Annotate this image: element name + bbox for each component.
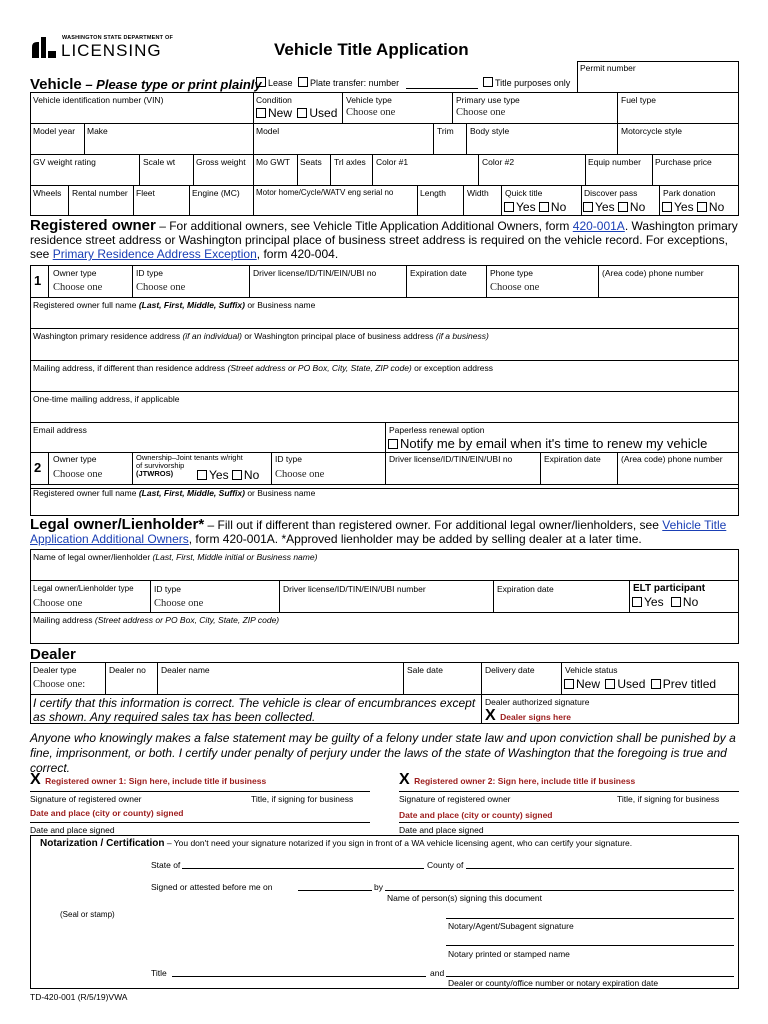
vehicle-row-divider-3: [30, 185, 739, 186]
owner-2-date-line: [399, 822, 739, 823]
dealer-certify-text: I certify that this information is correct. The vehicle is clear of encumbrances except as shown. Any required sales tax has been collected.: [33, 696, 476, 724]
model-year-label: Model year: [33, 126, 76, 136]
vdiv: [271, 452, 272, 484]
owner-1-signature-field[interactable]: [30, 771, 266, 789]
additional-owners-link[interactable]: Vehicle Title Application Additional Owners: [30, 518, 727, 546]
legal-mailing-label: [33, 615, 279, 625]
label-part: Registered owner full name: [33, 488, 139, 498]
vdiv: [561, 662, 562, 694]
owner-row-divider: [30, 297, 739, 298]
owner-1-title-label: Title, if signing for business: [251, 794, 354, 804]
vehicle-status-label: Vehicle status: [565, 665, 618, 675]
vehicle-subheading: – Please type or print plainly: [81, 77, 262, 92]
owner-2-type-label: Owner type: [53, 454, 97, 464]
length-label: Length: [420, 188, 446, 198]
vdiv: [738, 484, 739, 515]
vdiv: [132, 265, 133, 297]
owner-1-signature-line: [30, 791, 370, 792]
quick-title-yes-checkbox[interactable]: [504, 202, 514, 212]
label-part: Mailing address, if different than residence address: [33, 363, 228, 373]
email-address-label: Email address: [33, 425, 87, 435]
park-donation-checkboxes[interactable]: [662, 200, 724, 214]
delivery-date-label: Delivery date: [485, 665, 535, 675]
vdiv: [417, 185, 418, 216]
area-code-phone-label: (Area code) phone number: [602, 268, 704, 278]
vdiv: [297, 154, 298, 185]
vdiv: [132, 452, 133, 484]
seal-stamp-label: (Seal or stamp): [60, 910, 115, 919]
notarization-box: [30, 835, 739, 989]
label-part: Name of legal owner/lienholder: [33, 552, 153, 562]
legal-owner-intro: [30, 518, 742, 546]
notary-name-label: Notary printed or stamped name: [448, 949, 570, 959]
legal-intro-text-2: , form 420-001A. *Approved lienholder may be added by selling dealer at a later time.: [188, 532, 642, 546]
and-label: and: [430, 968, 445, 978]
motorcycle-style-label: Motorcycle style: [621, 126, 682, 136]
vdiv: [466, 123, 467, 154]
lease-label: Lease: [268, 78, 293, 88]
purchase-price-label: Purchase price: [655, 157, 712, 167]
paperless-label: Paperless renewal option: [389, 425, 485, 435]
expiration-date-label: Expiration date: [410, 268, 467, 278]
width-label: Width: [467, 188, 489, 198]
notary-title-line[interactable]: [172, 976, 426, 977]
mo-gwt-label: Mo GWT: [256, 157, 290, 167]
lienholder-type-select[interactable]: Choose one: [33, 598, 83, 609]
condition-used-checkbox[interactable]: [297, 108, 307, 118]
elt-participant-label: ELT participant: [633, 583, 706, 594]
vdiv: [540, 452, 541, 484]
legal-row-divider: [30, 612, 739, 613]
yes-label: Yes: [595, 200, 615, 214]
vdiv: [452, 92, 453, 123]
motor-home-label: Motor home/Cycle/WATV eng serial no: [256, 188, 394, 197]
permit-number-label: Permit number: [580, 63, 636, 73]
form-420-001a-link[interactable]: 420-001A: [572, 219, 625, 233]
make-label: Make: [87, 126, 108, 136]
dol-logo: [30, 34, 58, 60]
status-used-label: Used: [617, 677, 646, 691]
status-prev-titled-checkbox[interactable]: [651, 679, 661, 689]
signer-names-line[interactable]: [385, 890, 734, 891]
owner-1-type-select[interactable]: Choose one: [53, 282, 103, 293]
owner-1-date-label: Date and place signed: [30, 825, 115, 835]
discover-pass-label: Discover pass: [584, 188, 638, 198]
vehicle-heading-text: Vehicle: [30, 76, 82, 93]
elt-checkboxes[interactable]: [632, 595, 698, 609]
seats-label: Seats: [300, 157, 322, 167]
legal-intro-text-1: – Fill out if different than registered owner. For additional legal owner/lienholders, see: [204, 518, 663, 532]
title-purposes-group[interactable]: [483, 77, 570, 88]
park-donation-yes-checkbox[interactable]: [662, 202, 672, 212]
fuel-type-label: Fuel type: [621, 95, 656, 105]
primary-use-select[interactable]: Choose one: [456, 107, 506, 118]
owner-2-signature-line: [399, 791, 739, 792]
gv-weight-label: GV weight rating: [33, 157, 96, 167]
owner-2-signature-field[interactable]: [399, 771, 635, 789]
vdiv: [493, 580, 494, 612]
vdiv: [157, 662, 158, 694]
engine-mc-label: Engine (MC): [192, 188, 240, 198]
vdiv: [486, 265, 487, 297]
park-donation-no-checkbox[interactable]: [697, 202, 707, 212]
vdiv: [659, 185, 660, 216]
scale-wt-label: Scale wt: [143, 157, 176, 167]
vdiv: [105, 662, 106, 694]
signer-names-label: Name of person(s) signing this document: [387, 893, 542, 903]
owner-row-divider: [30, 328, 739, 329]
county-number-label: Dealer or county/office number or notary expiration date: [448, 978, 659, 988]
vdiv: [403, 662, 404, 694]
vdiv: [481, 662, 482, 724]
notary-signature-label: Notary/Agent/Subagent signature: [448, 921, 574, 931]
no-label: No: [682, 595, 699, 609]
yes-label: Yes: [674, 200, 694, 214]
owner-1-signature-label: Signature of registered owner: [30, 794, 142, 804]
dealer-row-divider: [30, 694, 739, 695]
vdiv: [598, 265, 599, 297]
gross-weight-label: Gross weight: [196, 157, 246, 167]
status-prev-titled-label: Prev titled: [662, 677, 717, 691]
dealer-signs-here: Dealer signs here: [500, 712, 571, 722]
residence-address-label: [33, 331, 489, 341]
notary-signature-line[interactable]: [446, 918, 734, 919]
vdiv: [433, 123, 434, 154]
lienholder-type-label: Legal owner/Lienholder type: [33, 584, 134, 593]
label-part: Washington primary residence address: [33, 331, 183, 341]
owner-intro-text-3: , form 420-004.: [256, 247, 339, 261]
body-style-label: Body style: [470, 126, 510, 136]
title-purposes-label: Title purposes only: [495, 78, 571, 88]
label-part: or Business name: [244, 300, 316, 310]
status-new-label: New: [576, 677, 601, 691]
id-type-label: ID type: [136, 268, 163, 278]
legal-id-type-select[interactable]: Choose one: [154, 598, 204, 609]
primary-use-label: Primary use type: [456, 95, 520, 105]
jtwros-line-3: (JTWROS): [136, 469, 174, 478]
vehicle-row-divider-1: [30, 123, 739, 124]
yes-label: Yes: [644, 595, 664, 609]
dealer-name-label: Dealer name: [161, 665, 210, 675]
legal-id-type-label: ID type: [154, 584, 181, 594]
notary-name-line[interactable]: [446, 945, 734, 946]
owner-2-number: 2: [34, 460, 42, 475]
vin-label: Vehicle identification number (VIN): [33, 95, 164, 105]
discover-pass-no-checkbox[interactable]: [618, 202, 628, 212]
form-title: Vehicle Title Application: [274, 40, 469, 59]
dealer-x-mark: X: [485, 707, 496, 724]
park-donation-label: Park donation: [663, 188, 716, 198]
vdiv: [478, 154, 479, 185]
vdiv: [617, 452, 618, 484]
owner-1-number: 1: [34, 273, 42, 288]
legal-row-divider: [30, 580, 739, 581]
vdiv: [463, 185, 464, 216]
plate-transfer-checkbox[interactable]: [298, 77, 308, 87]
county-of-label: County of: [427, 860, 464, 870]
plate-transfer-label: Plate transfer: number: [310, 78, 400, 88]
registered-owner-heading: Registered owner: [30, 217, 156, 234]
jtwros-checkboxes[interactable]: [197, 468, 259, 482]
vdiv: [617, 123, 618, 154]
vehicle-row-divider-2: [30, 154, 739, 155]
vdiv: [372, 154, 373, 185]
signed-date-line[interactable]: [298, 890, 372, 891]
owner-2-signature-label: Signature of registered owner: [399, 794, 511, 804]
vdiv: [249, 265, 250, 297]
vdiv: [501, 185, 502, 216]
label-part: or exception address: [411, 363, 494, 373]
no-label: No: [550, 200, 567, 214]
rental-number-label: Rental number: [72, 188, 128, 198]
owner-2-full-name-label: [33, 488, 315, 498]
agency-line: WASHINGTON STATE DEPARTMENT OF: [62, 35, 174, 41]
vehicle-status-checkboxes[interactable]: [564, 677, 716, 691]
owner-1-full-name-label: [33, 300, 315, 310]
no-label: No: [708, 200, 725, 214]
vdiv: [581, 185, 582, 216]
form-code: TD-420-001 (R/5/19)VWA: [30, 992, 128, 1002]
label-part: or Washington principal place of business address: [241, 331, 436, 341]
equip-number-label: Equip number: [588, 157, 641, 167]
owner-2-id-type-select[interactable]: Choose one: [275, 469, 325, 480]
quick-title-label: Quick title: [505, 188, 543, 198]
notarization-heading: Notarization / Certification: [40, 838, 165, 849]
owner-1-sign-here: Registered owner 1: Sign here, include title if business: [45, 776, 267, 786]
state-of-line[interactable]: [182, 868, 424, 869]
condition-new-checkbox[interactable]: [256, 108, 266, 118]
owner-2-date-place[interactable]: Date and place (city or county) signed: [399, 810, 553, 820]
vdiv: [253, 92, 254, 123]
discover-pass-checkboxes[interactable]: [583, 200, 645, 214]
jtwros-line-1: Ownership–Joint tenants w/right: [136, 453, 243, 462]
perjury-statement: Anyone who knowingly makes a false statement may be guilty of a felony under state law and upon conviction shall be punished by a fine, imprisonment, or both. I certify under penalty of perjury under the laws of the state of Washington that the foregoing is true and correct.: [30, 731, 736, 775]
dealer-no-label: Dealer no: [109, 665, 146, 675]
trim-label: Trim: [437, 126, 454, 136]
no-label: No: [243, 468, 260, 482]
vdiv: [279, 580, 280, 612]
vdiv: [253, 123, 254, 154]
signed-before-label: Signed or attested before me on: [151, 882, 273, 892]
model-label: Model: [256, 126, 280, 136]
elt-no-checkbox[interactable]: [671, 597, 681, 607]
notify-email-checkbox[interactable]: [388, 439, 398, 449]
label-part: Mailing address: [33, 615, 95, 625]
vdiv: [342, 92, 343, 123]
vdiv: [385, 422, 386, 452]
condition-used-label: Used: [309, 106, 338, 120]
elt-yes-checkbox[interactable]: [632, 597, 642, 607]
legal-expiration-label: Expiration date: [497, 584, 554, 594]
primary-residence-exception-link[interactable]: Primary Residence Address Exception: [52, 247, 257, 261]
owner-type-label: Owner type: [53, 268, 97, 278]
vdiv: [629, 580, 630, 612]
vdiv: [133, 185, 134, 216]
notify-email-label: Notify me by email when it's time to renew my vehicle: [400, 436, 708, 451]
label-part: Registered owner full name: [33, 300, 139, 310]
vdiv: [617, 92, 618, 123]
vdiv: [139, 154, 140, 185]
county-of-line[interactable]: [466, 868, 734, 869]
state-of-label: State of: [151, 860, 181, 870]
notarization-intro: – You don't need your signature notarized if you sign in front of a WA vehicle licensing agent, who can certify your signature.: [164, 838, 633, 848]
vdiv: [330, 154, 331, 185]
mailing-address-label: [33, 363, 493, 373]
owner-1-x-mark: X: [30, 771, 41, 788]
legal-owner-heading: Legal owner/Lienholder*: [30, 516, 205, 533]
vdiv: [193, 154, 194, 185]
owner-2-date-label: Date and place signed: [399, 825, 484, 835]
owner-intro-text-1: – For additional owners, see Vehicle Title Application Additional Owners, form: [155, 219, 573, 233]
owner-intro-text-2: . Washington primary residence street address or Washington principal place of business street address is required on the vehicle record. For exceptions, see: [30, 219, 738, 261]
lease-checkbox[interactable]: [256, 77, 266, 87]
owner-2-x-mark: X: [399, 771, 410, 788]
legal-dl-label: Driver license/ID/TIN/EIN/UBI number: [283, 584, 426, 594]
condition-label: Condition: [256, 95, 292, 105]
no-label: No: [629, 200, 646, 214]
label-part: (Street address or PO Box, City, State, ZIP code): [227, 363, 412, 373]
owner-1-id-type-select[interactable]: Choose one: [136, 282, 186, 293]
phone-type-label: Phone type: [490, 268, 534, 278]
trl-axles-label: Trl axles: [334, 157, 366, 167]
jtwros-line-2: of survivorship: [136, 461, 185, 470]
vehicle-type-label: Vehicle type: [346, 95, 392, 105]
plate-number-line[interactable]: [406, 88, 478, 89]
label-part: or Business name: [244, 488, 316, 498]
vdiv: [406, 265, 407, 297]
paperless-option[interactable]: [388, 436, 707, 451]
vdiv: [585, 154, 586, 185]
jtwros-no-checkbox[interactable]: [232, 470, 242, 480]
vdiv: [253, 185, 254, 216]
registered-owner-intro: [30, 219, 742, 261]
vdiv: [48, 452, 49, 484]
color1-label: Color #1: [376, 157, 409, 167]
dealer-signature-field[interactable]: [485, 707, 571, 725]
wheels-label: Wheels: [33, 188, 62, 198]
owner-2-id-type-label: ID type: [275, 454, 302, 464]
notary-title-label: Title: [151, 968, 167, 978]
driver-license-label: Driver license/ID/TIN/EIN/UBI no: [253, 268, 377, 278]
owner-1-phone-type-select[interactable]: Choose one: [490, 282, 540, 293]
owner-row-divider: [30, 391, 739, 392]
color2-label: Color #2: [482, 157, 515, 167]
vdiv: [253, 154, 254, 185]
quick-title-no-checkbox[interactable]: [539, 202, 549, 212]
sale-date-label: Sale date: [407, 665, 443, 675]
owner-1-date-line: [30, 822, 370, 823]
notarization-heading-line: [40, 838, 632, 849]
title-purposes-checkbox[interactable]: [483, 77, 493, 87]
fleet-label: Fleet: [136, 188, 155, 198]
condition-checkboxes[interactable]: [256, 106, 337, 120]
agency-name: LICENSING: [61, 41, 162, 60]
owner-row-divider: [30, 360, 739, 361]
lease-checkbox-group[interactable]: [256, 77, 399, 88]
label-part: (Last, First, Middle, Suffix): [138, 488, 245, 498]
dealer-type-label: Dealer type: [33, 665, 77, 675]
status-used-checkbox[interactable]: [605, 679, 615, 689]
owner-2-type-select[interactable]: Choose one: [53, 469, 103, 480]
county-number-line[interactable]: [446, 976, 734, 977]
yes-label: Yes: [209, 468, 229, 482]
owner-row-divider: [30, 484, 739, 485]
vdiv: [30, 484, 31, 515]
dealer-signature-label: Dealer authorized signature: [485, 697, 590, 707]
discover-pass-yes-checkbox[interactable]: [583, 202, 593, 212]
vehicle-type-select[interactable]: Choose one: [346, 107, 396, 118]
owner-2-expiration-label: Expiration date: [544, 454, 601, 464]
owner-2-title-label: Title, if signing for business: [617, 794, 720, 804]
condition-new-label: New: [268, 106, 293, 120]
vdiv: [652, 154, 653, 185]
vdiv: [68, 185, 69, 216]
label-part: (if a business): [435, 331, 489, 341]
by-label: by: [374, 882, 383, 892]
legal-owner-name-label: [33, 552, 317, 562]
label-part: (Last, First, Middle, Suffix): [138, 300, 245, 310]
vdiv: [84, 123, 85, 154]
vdiv: [385, 452, 386, 484]
label-part: (Street address or PO Box, City, State, ZIP code): [94, 615, 280, 625]
owner-2-sign-here: Registered owner 2: Sign here, include title if business: [414, 776, 636, 786]
quick-title-checkboxes[interactable]: [504, 200, 566, 214]
yes-label: Yes: [516, 200, 536, 214]
vdiv: [189, 185, 190, 216]
dol-logo-icon: [30, 34, 58, 60]
status-new-checkbox[interactable]: [564, 679, 574, 689]
label-part: (Last, First, Middle initial or Business name): [152, 552, 318, 562]
vdiv: [150, 580, 151, 612]
one-time-mailing-label: One-time mailing address, if applicable: [33, 394, 180, 404]
owner-2-dl-label: Driver license/ID/TIN/EIN/UBI no: [389, 454, 513, 464]
dealer-type-select[interactable]: Choose one:: [33, 679, 86, 690]
owner-1-date-place[interactable]: Date and place (city or county) signed: [30, 808, 184, 818]
dealer-heading: Dealer: [30, 646, 76, 663]
owner-2-phone-label: (Area code) phone number: [621, 454, 723, 464]
label-part: (if an individual): [182, 331, 242, 341]
jtwros-yes-checkbox[interactable]: [197, 470, 207, 480]
vdiv: [48, 265, 49, 297]
